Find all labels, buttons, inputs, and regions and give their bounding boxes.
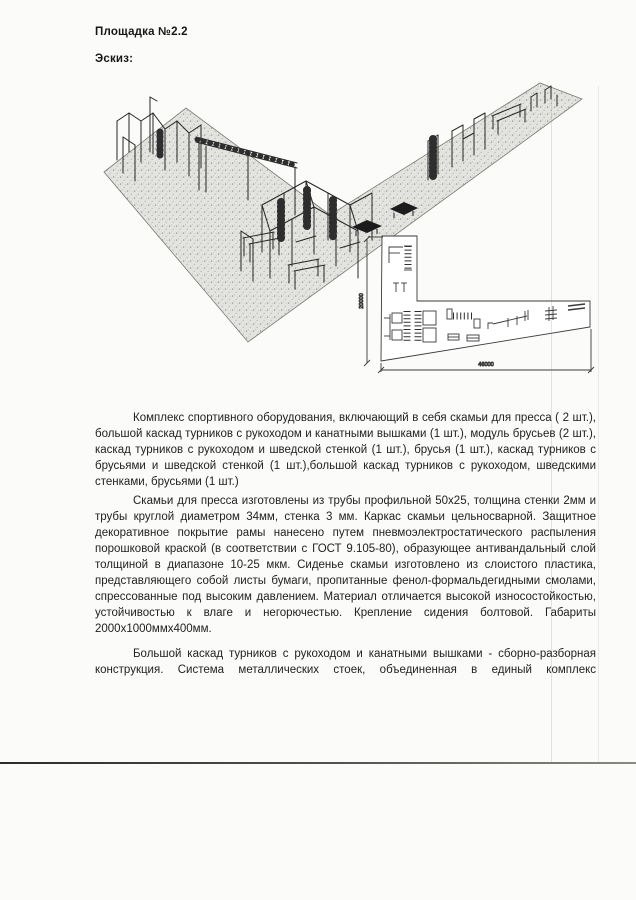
site-plan — [359, 236, 594, 373]
site-isometric-sketch — [0, 78, 636, 396]
paragraph-equipment-list: Комплекс спортивного оборудования, включающий в себя скамьи для пресса ( 2 шт.), большой каскад турников с рукоходом и канатными вышками (1 шт.), модуль брусьев (2 шт.), каскад турников с рукоходом и шведской стенкой (1 шт.), брусья (1 шт.), каскад турников с брусьями и шведской стенкой (1 шт.),большой каскад турников с рукоходом, шведскими стенками, брусьями (1 шт.) — [95, 412, 596, 488]
paragraph-press-bench-spec: Скамьи для пресса изготовлены из трубы профильной 50х25, толщина стенки 2мм и трубы круглой диаметром 34мм, стенка 3 мм. Каркас скамьи цельносварной. Защитное декоративное покрытие рамы нанесено путем пневмоэлектростатического распыления порошковой краской (в соответствии с ГОСТ 9.105-80), образующее антивандальный слой толщиной в диапазоне 10-25 мкм. Сиденье скамьи изготовлено из слоистого пластика, представляющего собой листы бумаги, пропитанные фенол-формальдегидными смолами, спрессованные под высоким давлением. Материал отличается высокой износостойкостью, устойчивостью к влаге и негорючестью. Крепление сидения болтовой. Габариты 2000х1000ммх400мм. — [95, 495, 596, 635]
site-plan-outline — [381, 236, 590, 361]
plan-depth-dimension: 20000 — [359, 293, 365, 309]
site-title: Площадка №2.2 — [95, 26, 188, 38]
paragraph-cascade-spec: Большой каскад турников с рукоходом и канатными вышками - сборно-разборная конструкция. Система металлических стоек, объединенная в единый комплекс — [95, 648, 596, 676]
equipment-swedish-wall — [428, 135, 438, 180]
page-break-line — [0, 762, 636, 764]
sketch-label: Эскиз: — [95, 53, 134, 65]
plan-width-dimension: 46000 — [478, 362, 494, 368]
scan-artifact-vertical-line-2 — [598, 86, 599, 762]
description-text — [95, 410, 596, 678]
